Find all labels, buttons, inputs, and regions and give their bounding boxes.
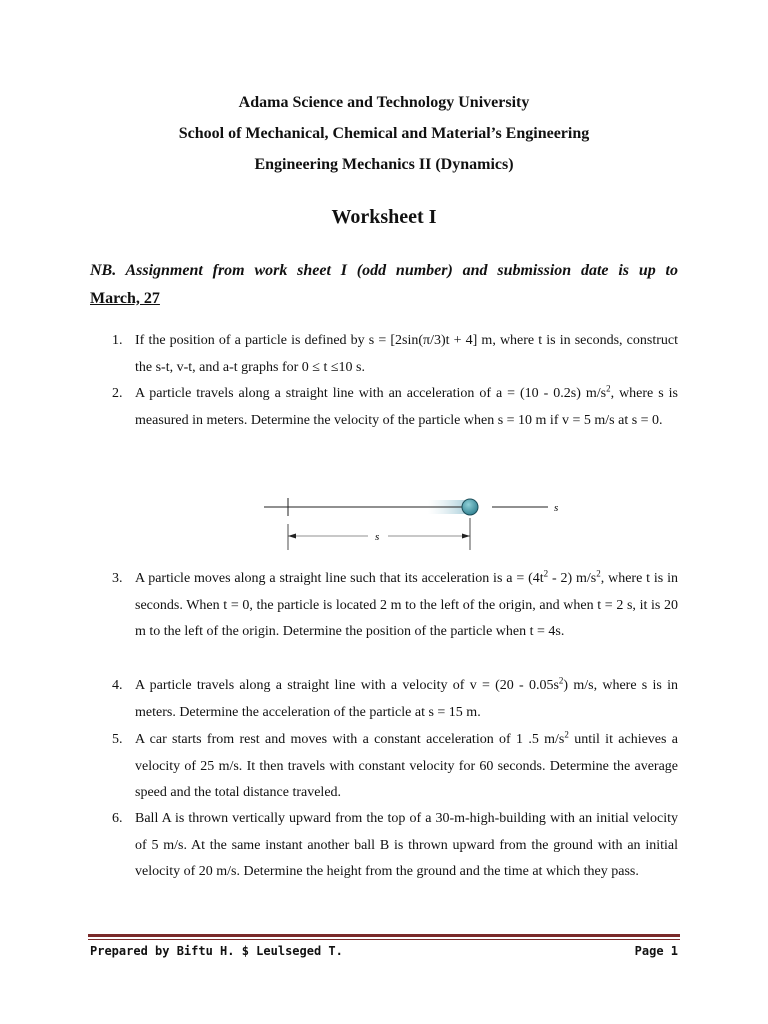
dim-arrow-right <box>462 534 470 539</box>
axis-label-s: s <box>554 502 559 514</box>
question-number: 4. <box>112 678 123 693</box>
particle-diagram <box>248 468 568 560</box>
question-number: 1. <box>112 333 123 348</box>
question-text: A car starts from rest and moves with a constant acceleration of 1 .5 $m/s^2$ until it achieves a velocity of 25 m/s. It then travels with constant velocity for 60 seconds. Determine the average speed and the total distance traveled. <box>135 729 678 800</box>
question-text: Ball A is thrown vertically upward from the top of a 30-m-high-building with an initial velocity of 5 m/s. At the same instant another ball B is thrown upward from the ground with an initial velocity of 20 m/s. Determine the height from the ground and the time at which they pass. <box>135 811 678 879</box>
assignment-note: NB. Assignment from work sheet I (odd number) and submission date is up to <box>90 262 678 279</box>
footer-rule-thin <box>88 939 680 940</box>
footer-page-number: Page 1 <box>634 944 678 958</box>
question-5 <box>100 727 678 807</box>
footer-rule <box>88 934 680 937</box>
dim-arrow-left <box>288 534 296 539</box>
question-3 <box>100 566 678 646</box>
university-name: Adama Science and Technology University <box>238 94 530 111</box>
footer-prepared-by: Prepared by Biftu H. $ Leulseged T. <box>90 944 343 958</box>
question-number: 5. <box>112 732 123 747</box>
question-text: If the position of a particle is defined by s = [2sin(π/3)t + 4] m, where t is in seconds, construct the s-t, v-t, and a-t graphs for 0 ≤ t ≤10 s. <box>135 333 678 375</box>
question-number: 3. <box>112 571 123 586</box>
particle-figure <box>248 468 568 560</box>
worksheet-title: Worksheet I <box>331 206 437 228</box>
question-2 <box>100 381 678 434</box>
question-text: A particle moves along a straight line such that its acceleration is $a = (4t^2 - 2)$ $m/s^2$, where t is in seconds. When t = 0, the particle is located 2 m to the left of the origin, and when t = 2 s, it is 20 m to the left of the origin. Determine the position of the particle when t = 4s. <box>135 568 678 639</box>
question-1 <box>100 328 678 381</box>
submission-date: March, 27 <box>90 290 160 307</box>
question-4 <box>100 673 678 726</box>
question-text: A particle travels along a straight line with an acceleration of a = (10 - 0.2s) $m/s^2$, where s is measured in meters. Determine the velocity of the particle when s = 10 m if v = 5 m/s at s = 0. <box>135 383 678 428</box>
particle-ball <box>462 499 478 515</box>
course-title: Engineering Mechanics II (Dynamics) <box>254 156 514 173</box>
question-number: 2. <box>112 386 123 401</box>
question-number: 6. <box>112 811 123 826</box>
question-text: A particle travels along a straight line with a velocity of $v = (20 - 0.05s^2)$ m/s, where s is in meters. Determine the acceleration of the particle at s = 15 m. <box>135 675 679 720</box>
school-name: School of Mechanical, Chemical and Material’s Engineering <box>178 125 590 142</box>
question-6 <box>100 806 678 886</box>
dimension-label-s: s <box>375 531 380 543</box>
